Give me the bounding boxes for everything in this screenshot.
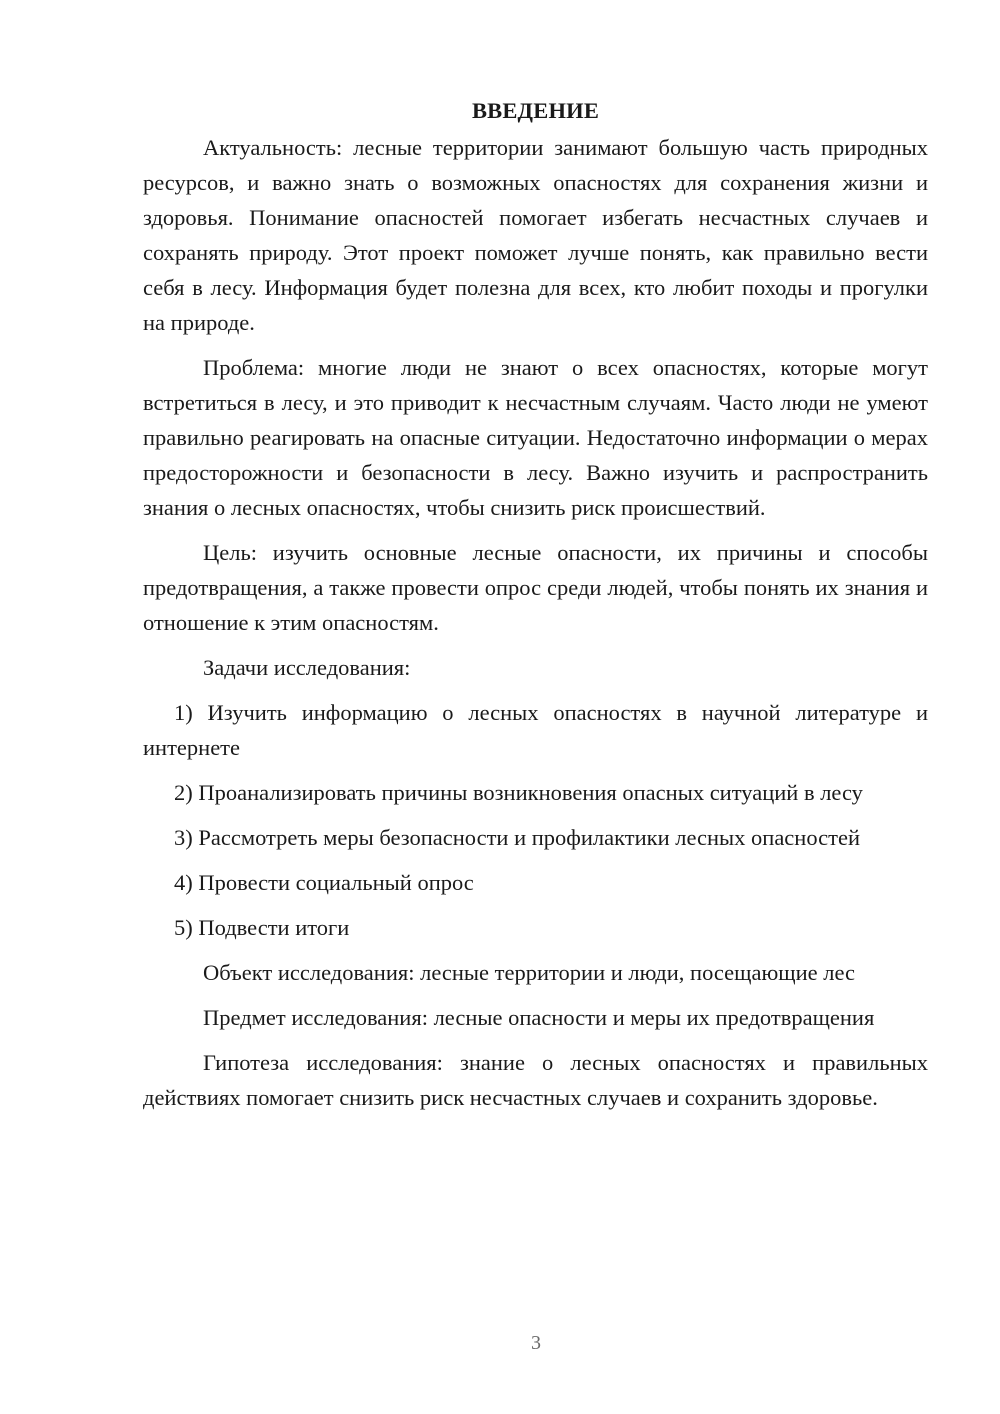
paragraph-goal: Цель: изучить основные лесные опасности, их причины и способы предотвращения, а также провести опрос среди людей, чтобы понять их знания и отношение к этим опасностям.: [143, 540, 928, 635]
paragraph-problem: Проблема: многие люди не знают о всех опасностях, которые могут встретиться в лесу, и это приводит к несчастным случаям. Часто люди не умеют правильно реагировать на опасные ситуации. Недостаточно информации о мерах предосторожности и безопасности в лесу. Важно изучить и распространить знания о лесных опасностях, чтобы снизить риск происшествий.: [143, 355, 928, 520]
paragraph-object: Объект исследования: лесные территории и люди, посещающие лес: [203, 960, 855, 985]
paragraph-subject: Предмет исследования: лесные опасности и меры их предотвращения: [203, 1005, 875, 1030]
task-item-2: 2) Проанализировать причины возникновения опасных ситуаций в лесу: [174, 780, 863, 805]
task-item-5: 5) Подвести итоги: [174, 915, 350, 940]
paragraph-hypothesis: Гипотеза исследования: знание о лесных опасностях и правильных действиях помогает снизить риск несчастных случаев и сохранить здоровье.: [143, 1050, 928, 1110]
tasks-heading: Задачи исследования:: [203, 655, 411, 680]
paragraph-actuality: Актуальность: лесные территории занимают большую часть природных ресурсов, и важно знать о возможных опасностях для сохранения жизни и здоровья. Понимание опасностей помогает избегать несчастных случаев и сохранять природу. Этот проект поможет лучше понять, как правильно вести себя в лесу. Информация будет полезна для всех, кто любит походы и прогулки на природе.: [143, 135, 928, 335]
task-item-4: 4) Провести социальный опрос: [174, 870, 474, 895]
page-title: ВВЕДЕНИЕ: [471, 98, 600, 123]
document-body: [143, 96, 928, 1115]
task-item-3: 3) Рассмотреть меры безопасности и профилактики лесных опасностей: [174, 825, 860, 850]
task-item-1: 1) Изучить информацию о лесных опасностях в научной литературе и интернете: [143, 700, 928, 760]
page-number: 3: [531, 1332, 541, 1354]
